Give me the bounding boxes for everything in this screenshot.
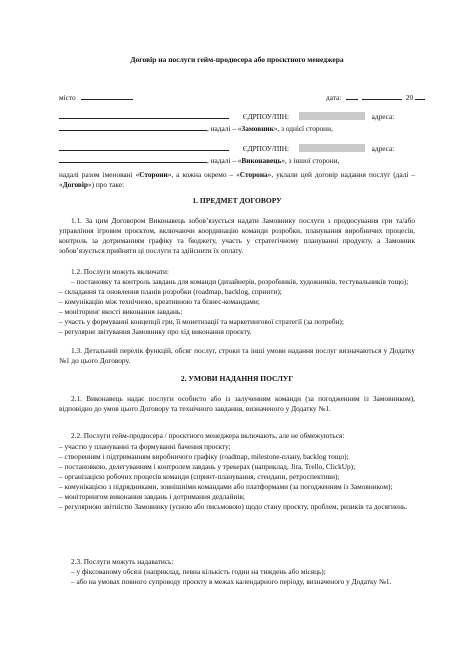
list-item: – складання та оновлення планів розробки (roadmap, backlog, спринти); xyxy=(59,287,282,296)
section1-heading: 1. ПРЕДМЕТ ДОГОВОРУ xyxy=(192,196,282,205)
date-year-field[interactable] xyxy=(415,91,425,100)
party2-address-field[interactable] xyxy=(59,154,207,163)
party1-line1 xyxy=(59,110,415,122)
list-item: – моніторинг якості виконання завдань; xyxy=(59,307,183,316)
party1-line2 xyxy=(59,122,415,134)
clause-2-2: 2.2. Послуги гейм-продюсера / проєктного менеджера включають, але не обмежуються: xyxy=(71,431,345,440)
section2-heading: 2. УМОВИ НАДАННЯ ПОСЛУГ xyxy=(180,374,294,383)
party2-hereinafter: , надалі – « xyxy=(207,156,242,165)
clause-1-2: 1.2. Послуги можуть включати: xyxy=(71,267,169,276)
party2-edrpou-field[interactable] xyxy=(299,144,365,152)
intro-parties: Сторони xyxy=(139,170,168,179)
party1-address-field[interactable] xyxy=(59,122,207,131)
date-month-field[interactable] xyxy=(362,91,402,100)
list-item: – у фіксованому обсязі (наприклад, певна кількість годин на тиждень або місяць); xyxy=(71,567,326,576)
list-item: – комунікацією з підрядниками, зовнішніми командами або платформами (за погодженням із Замовником); xyxy=(59,482,393,491)
list-item: – постановку та контроль завдань для команди (дизайнерів, розробників, художників, тестувальників тощо); xyxy=(71,277,409,286)
list-item: – моніторингом виконання завдань і дотримання дедлайнів; xyxy=(59,492,245,501)
intro-text-2: », а кожна окремо – « xyxy=(167,170,240,179)
clause-2-3: 2.3. Послуги можуть надаватись: xyxy=(71,557,174,566)
list-item: – комунікацію між технічною, креативною та бізнес-командами; xyxy=(59,297,260,306)
party2-address-label: адреса: xyxy=(371,144,395,153)
list-item: – організацією робочих процесів команди (спринт-планування, стендапи, ретроспективи); xyxy=(59,472,340,481)
intro-contract: Договір xyxy=(62,180,88,189)
party2-role: Виконавець xyxy=(241,156,282,165)
clause-2-3-list xyxy=(59,567,415,587)
intro-text-4: ») про таке: xyxy=(87,180,125,189)
party2-tail: », з іншої сторони, xyxy=(281,156,340,165)
list-item: – регулярною звітністю Замовнику (усною або письмовою) щодо стану проєкту, проблем, ризиків та досягнень. xyxy=(59,502,408,511)
party2-edrpou-label: ЄДРПОУ/ПІН: xyxy=(242,144,289,153)
list-item: – регулярне звітування Замовнику про хід виконання проєкту. xyxy=(59,327,252,336)
city-label: місто xyxy=(59,93,76,102)
intro-party: Сторона xyxy=(239,170,268,179)
list-item: – участь у формуванні концепції гри, її монетизації та маркетингової стратегії (за потреби); xyxy=(59,317,344,326)
party2-name-field[interactable] xyxy=(59,142,229,151)
party2-line1 xyxy=(59,142,415,154)
clause-1-3: 1.3. Детальний перелік функцій, обсяг послуг, строки та інші умови надання послуг визначаються у Додатку №1 до цього Договору. xyxy=(59,346,415,365)
document-title: Договір на послуги гейм-продюсера або проєктного менеджера xyxy=(130,55,344,64)
intro-text-3: », уклали цей договір надання послуг (далі – « xyxy=(59,170,415,189)
party1-hereinafter: , надалі – « xyxy=(207,124,242,133)
party1-tail: », з однієї сторони, xyxy=(273,124,333,133)
intro-paragraph xyxy=(59,170,415,190)
clause-2-1: 2.1. Виконавець надає послуги особисто або із залученням команди (за погодженням із Замовником), відповідно до умов цього Договору та технічного завдання, визначеного у Додатку №1. xyxy=(59,394,415,413)
party1-edrpou-label: ЄДРПОУ/ПІН: xyxy=(242,112,289,121)
party1-name-field[interactable] xyxy=(59,110,229,119)
list-item: – участю у плануванні та формуванні бачення проєкту; xyxy=(59,442,231,451)
date-label: дата: xyxy=(326,93,342,102)
party1-address-label: адреса: xyxy=(371,112,395,121)
year-prefix: 20 xyxy=(405,93,414,102)
clause-1-1: 1.1. За цим Договором Виконавець зобов’язується надати Замовнику послуги з продюсування гри та/або управління ігровим проєктом, включаючи координацію команди розробки, планування виробничих процесів, контроль за дотриманням графіку та бюджету, участь у стратегічному плануванні продукту, а Замовник зобов’язується прийняти ці послуги та здійснити їх оплату. xyxy=(59,216,415,255)
date-day-field[interactable] xyxy=(346,91,358,100)
party1-role: Замовник xyxy=(241,124,274,133)
party2-line2 xyxy=(59,154,415,166)
date-group xyxy=(326,91,425,103)
clause-2-2-list xyxy=(59,442,415,512)
city-field[interactable] xyxy=(81,91,133,100)
list-item: – створенням і підтриманням виробничого графіку (roadmap, milestone-плану, backlog тощо); xyxy=(59,452,349,461)
clause-1-2-list xyxy=(59,277,415,337)
list-item: – постановкою, делегуванням і контролем завдань у трекерах (наприклад, Jira, Trello, ClickUp); xyxy=(59,462,356,471)
party1-edrpou-field[interactable] xyxy=(299,112,365,120)
intro-text-1: надалі разом іменовані « xyxy=(59,170,140,179)
list-item: – або на умовах повного супроводу проєкту в межах календарного періоду, визначеного у Додатку №1. xyxy=(71,577,392,586)
city-date-line xyxy=(59,91,415,103)
